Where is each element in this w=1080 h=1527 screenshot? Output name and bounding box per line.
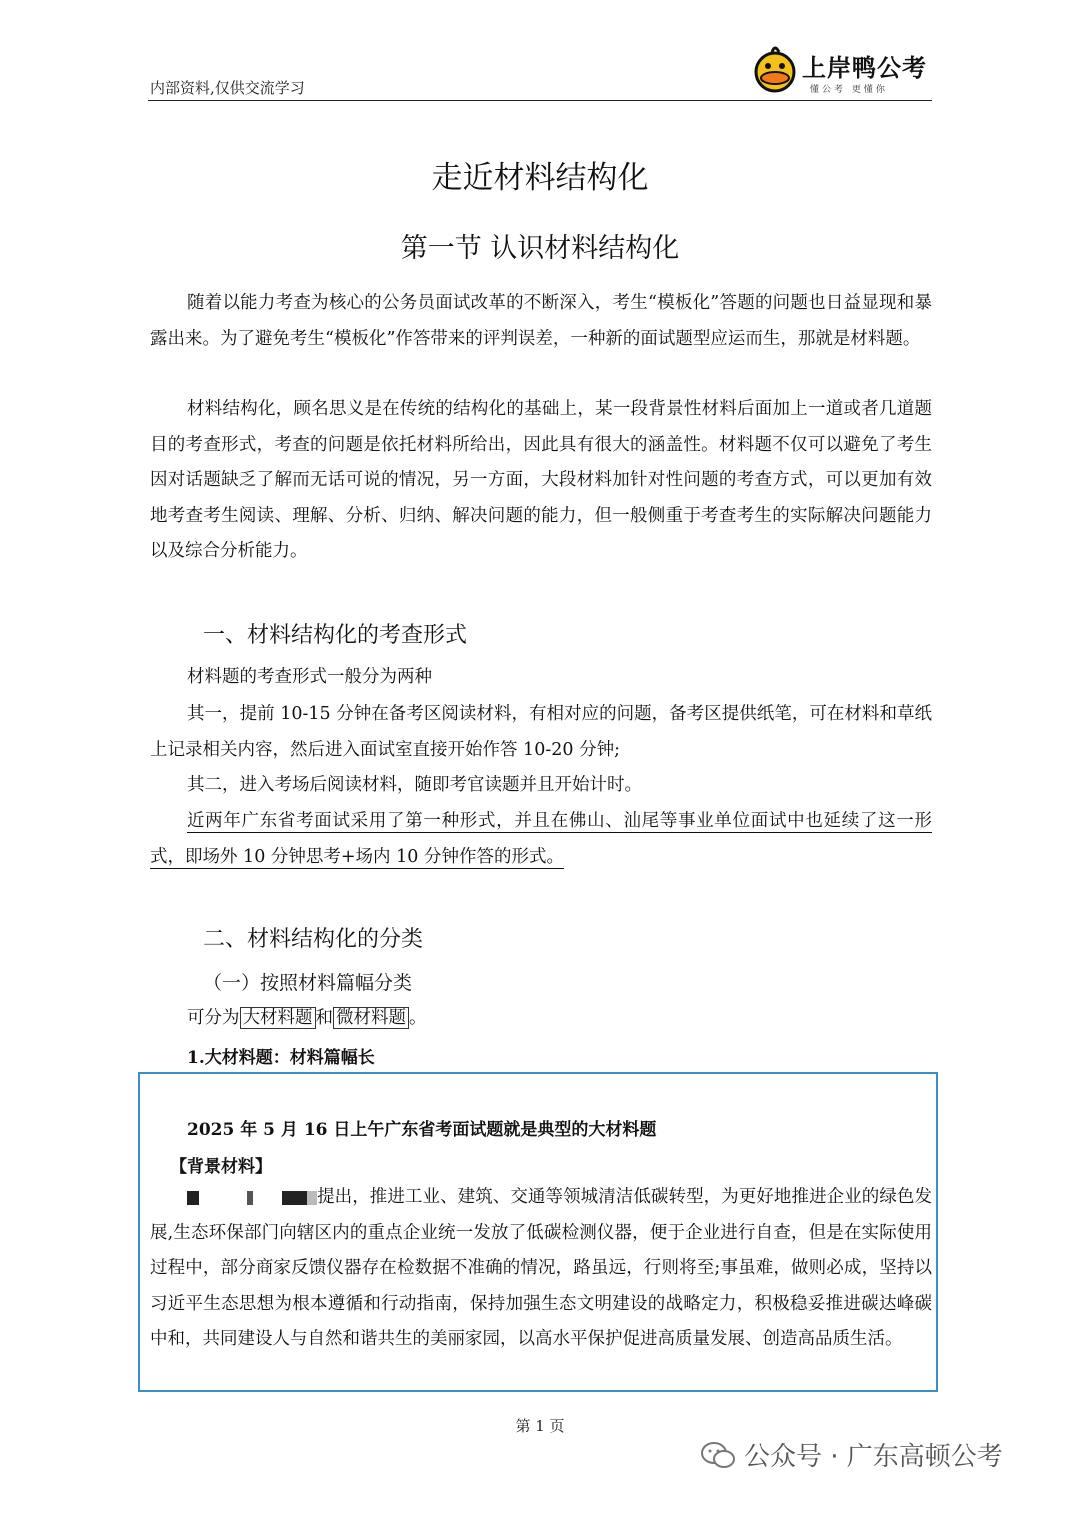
part1-line-2: 其一，提前 10-15 分钟在备考区阅读材料，有相对应的问题，备考区提供纸笔，可在材料和草纸上记录相关内容，然后进入面试室直接开始作答 10-20 分钟; [150,704,932,760]
brand-logo [752,42,932,98]
heading-part2: 二、材料结构化的分类 [203,927,424,952]
logo-tagline: 懂公考 更懂你 [810,85,888,95]
watermark-text: 公众号 · 广东高顿公考 [744,1442,1003,1472]
section-title: 第一节 认识材料结构化 [400,233,680,264]
callout-text [150,1180,932,1358]
header-note: 内部资料,仅供交流学习 [150,79,305,97]
header-divider [148,100,932,101]
intro-paragraph-2: 材料结构化，顾名思义是在传统的结构化的基础上，某一段背景性材料后面加上一道或者几道题目的考查形式，考查的问题是依托材料所给出，因此具有很大的涵盖性。材料题不仅可以避免了考生因对话题缺乏了解而无话可说的情况，另一方面，大段材料加针对性问题的考查方式，可以更加有效地考查考生阅读、理解、分析、归纳、解决问题的能力，但一般侧重于考查考生的实际解决问题能力以及综合分析能力。 [150,399,932,561]
logo-name: 上岸鸭公考 [802,54,927,82]
callout-body: 提出，推进工业、建筑、交通等领城清洁低碳转型，为更好地推进企业的绿色发展,生态环保部门向辖区内的重点企业统一发放了低碳检测仪器，便于企业进行自查，但是在实际使用过程中，部分商家反馈仪器存在检数据不准确的情况，路虽远，行则将至;事虽难，做则必成，坚持以习近平生态思想为根本遵循和行动指南，保持加强生态文明建设的战略定力，积极稳妥推进碳达峰碳中和，共同建设人与自然和谐共生的美丽家园，以高水平保护促进高质量发展、创造高品质生活。 [150,1187,932,1349]
page-title: 走近材料结构化 [431,160,649,196]
classification-line [187,1001,932,1037]
page-number: 第 1 页 [515,1417,565,1435]
item-big-material: 1.大材料题：材料篇幅长 [187,1048,375,1068]
classify-suffix: 。 [409,1008,427,1028]
duck-logo-icon [752,44,798,94]
type-small-material: 微材料题 [333,1007,409,1029]
callout-title: 2025 年 5 月 16 日上午广东省考面试题就是典型的大材料题 [187,1120,657,1140]
redacted-mark [187,1191,317,1205]
subheading-by-length: （一）按照材料篇幅分类 [203,972,413,994]
part1-line-1: 材料题的考查形式一般分为两种 [187,667,432,687]
part1-line-3: 其二，进入考场后阅读材料，随即考官读题并且开始计时。 [187,775,642,795]
part1-line-4: 近两年广东省考面试采用了第一种形式，并且在佛山、汕尾等事业单位面试中也延续了这一形式，即场外 10 分钟思考+场内 10 分钟作答的形式。 [150,811,932,867]
type-big-material: 大材料题 [240,1007,316,1029]
classify-prefix: 可分为 [187,1008,240,1028]
wechat-icon [700,1441,736,1471]
intro-paragraph-1: 随着以能力考查为核心的公务员面试改革的不断深入，考生“模板化”答题的问题也日益显现和暴露出来。为了避免考生“模板化”作答带来的评判误差，一种新的面试题型应运而生，那就是材料题。 [150,293,932,349]
callout-label: 【背景材料】 [170,1157,272,1177]
classify-and: 和 [315,1008,333,1028]
heading-part1: 一、材料结构化的考查形式 [203,623,468,648]
